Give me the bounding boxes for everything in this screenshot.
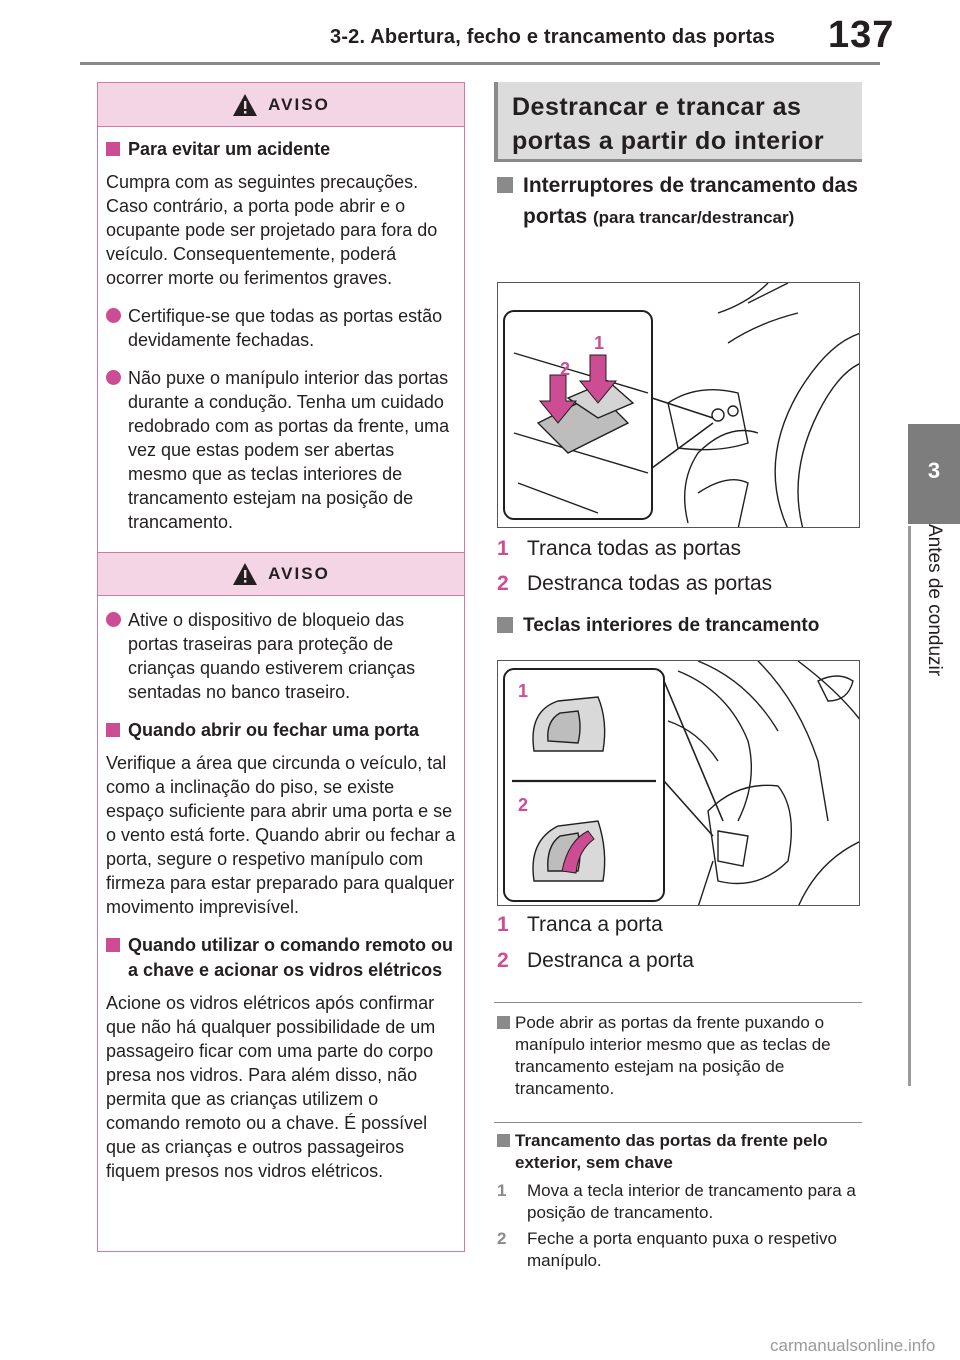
chapter-label: Antes de conduzir (924, 524, 945, 677)
step-number: 1 (497, 1181, 507, 1200)
warning-body (98, 127, 464, 552)
list-item (497, 569, 772, 599)
list-item (497, 910, 663, 940)
figure-callout-1: 1 (518, 681, 529, 701)
list-number: 2 (497, 572, 509, 595)
separator (494, 1002, 862, 1003)
running-header-title: 3-2. Abertura, fecho e trancamento das portas (330, 26, 776, 48)
warning-bullet-handle: Não puxe o manípulo interior das portas durante a condução. Tenha um cuidado redobrado com as portas da frente, uma vez que estas podem ser abertas mesmo que as teclas interiores de trancamento estejam na posição de trancamento. (106, 366, 456, 534)
subheading-interior-lock-buttons: Teclas interiores de trancamento (497, 610, 863, 641)
section-title-box (494, 82, 862, 162)
note-locking-without-key (497, 1130, 863, 1174)
figure-callout-1: 1 (594, 333, 605, 353)
header-rule (80, 62, 880, 65)
list-text: Tranca a porta (527, 913, 663, 936)
chapter-tab: 3 (908, 424, 960, 524)
section-title: Destrancar e trancar as portas a partir do interior (512, 93, 825, 155)
warning-title-2: AVISO (268, 564, 330, 583)
step-text: Mova a tecla interior de trancamento para a posição de trancamento. (527, 1181, 856, 1222)
warning-heading-open-close: Quando abrir ou fechar uma porta (106, 718, 456, 743)
page-number: 137 (828, 14, 895, 56)
figure-interior-lock-button (497, 660, 860, 906)
warning-title: AVISO (268, 94, 330, 114)
warning-triangle-icon (232, 562, 258, 586)
figure-callout-2: 2 (560, 359, 571, 379)
list-text: Destranca a porta (527, 949, 694, 972)
warning-heading-remote: Quando utilizar o comando remoto ou a chave e acionar os vidros elétricos (106, 933, 456, 983)
step-item (497, 1180, 863, 1224)
figure-callout-2: 2 (518, 795, 529, 815)
subheading-door-lock-switches (497, 170, 863, 233)
step-number: 2 (497, 1229, 507, 1248)
warning-triangle-icon (232, 93, 258, 117)
note-title: Trancamento das portas da frente pelo exterior, sem chave (515, 1131, 828, 1172)
list-text: Tranca todas as portas (527, 537, 741, 560)
note-front-doors: Pode abrir as portas da frente puxando o manípulo interior mesmo que as teclas de trancamento estejam na posição de trancamento. (497, 1012, 863, 1100)
figure-door-lock-switch (497, 282, 860, 528)
subheading-small: (para trancar/destrancar) (593, 208, 795, 227)
list-item (497, 946, 694, 976)
warning-text-open-close: Verifique a área que circunda o veículo, tal como a inclinação do piso, se existe espaço suficiente para abrir uma porta e se o vento está forte. Quando abrir ou fechar a porta, segure o respetivo manípulo com firmeza para estar preparado para qualquer movimento imprevisível. (106, 753, 456, 917)
warning-text-precautions: Cumpra com as seguintes precauções. Caso contrário, a porta pode abrir e o ocupante pode ser projetado para fora do veículo. Consequentemente, poderá ocorrer morte ou ferimentos graves. (106, 172, 438, 288)
step-item (497, 1228, 863, 1272)
interior-lock-illustration (498, 661, 860, 906)
warning-body-2 (98, 596, 464, 1191)
watermark: carmanualsonline.info (770, 1336, 936, 1355)
warning-bullet-doors-closed: Certifique-se que todas as portas estão devidamente fechadas. (106, 304, 456, 352)
step-text: Feche a porta enquanto puxa o respetivo manípulo. (527, 1229, 837, 1270)
door-lock-switch-illustration (498, 283, 860, 528)
warning-header-2 (98, 552, 464, 596)
warning-bullet-child-lock: Ative o dispositivo de bloqueio das portas traseiras para proteção de crianças quando estiverem crianças sentadas no banco traseiro. (106, 608, 456, 704)
warning-heading-accident: Para evitar um acidente (106, 137, 456, 162)
separator (494, 1122, 862, 1123)
list-text: Destranca todas as portas (527, 572, 773, 595)
list-number: 1 (497, 913, 509, 936)
warning-header (98, 83, 464, 127)
warning-text-remote: Acione os vidros elétricos após confirmar que não há qualquer possibilidade de um passageiro ficar com uma parte do corpo presa nos vidros. Para além disso, não permita que as crianças utilizem o comando remoto ou a chave. É possível que as crianças e outros passageiros fiquem presos nos vidros elétricos. (106, 993, 436, 1181)
list-number: 1 (497, 537, 509, 560)
subheading-main: Interruptores de trancamento das portas (523, 174, 858, 228)
warning-box (97, 82, 465, 1252)
list-item (497, 534, 741, 564)
list-number: 2 (497, 949, 509, 972)
